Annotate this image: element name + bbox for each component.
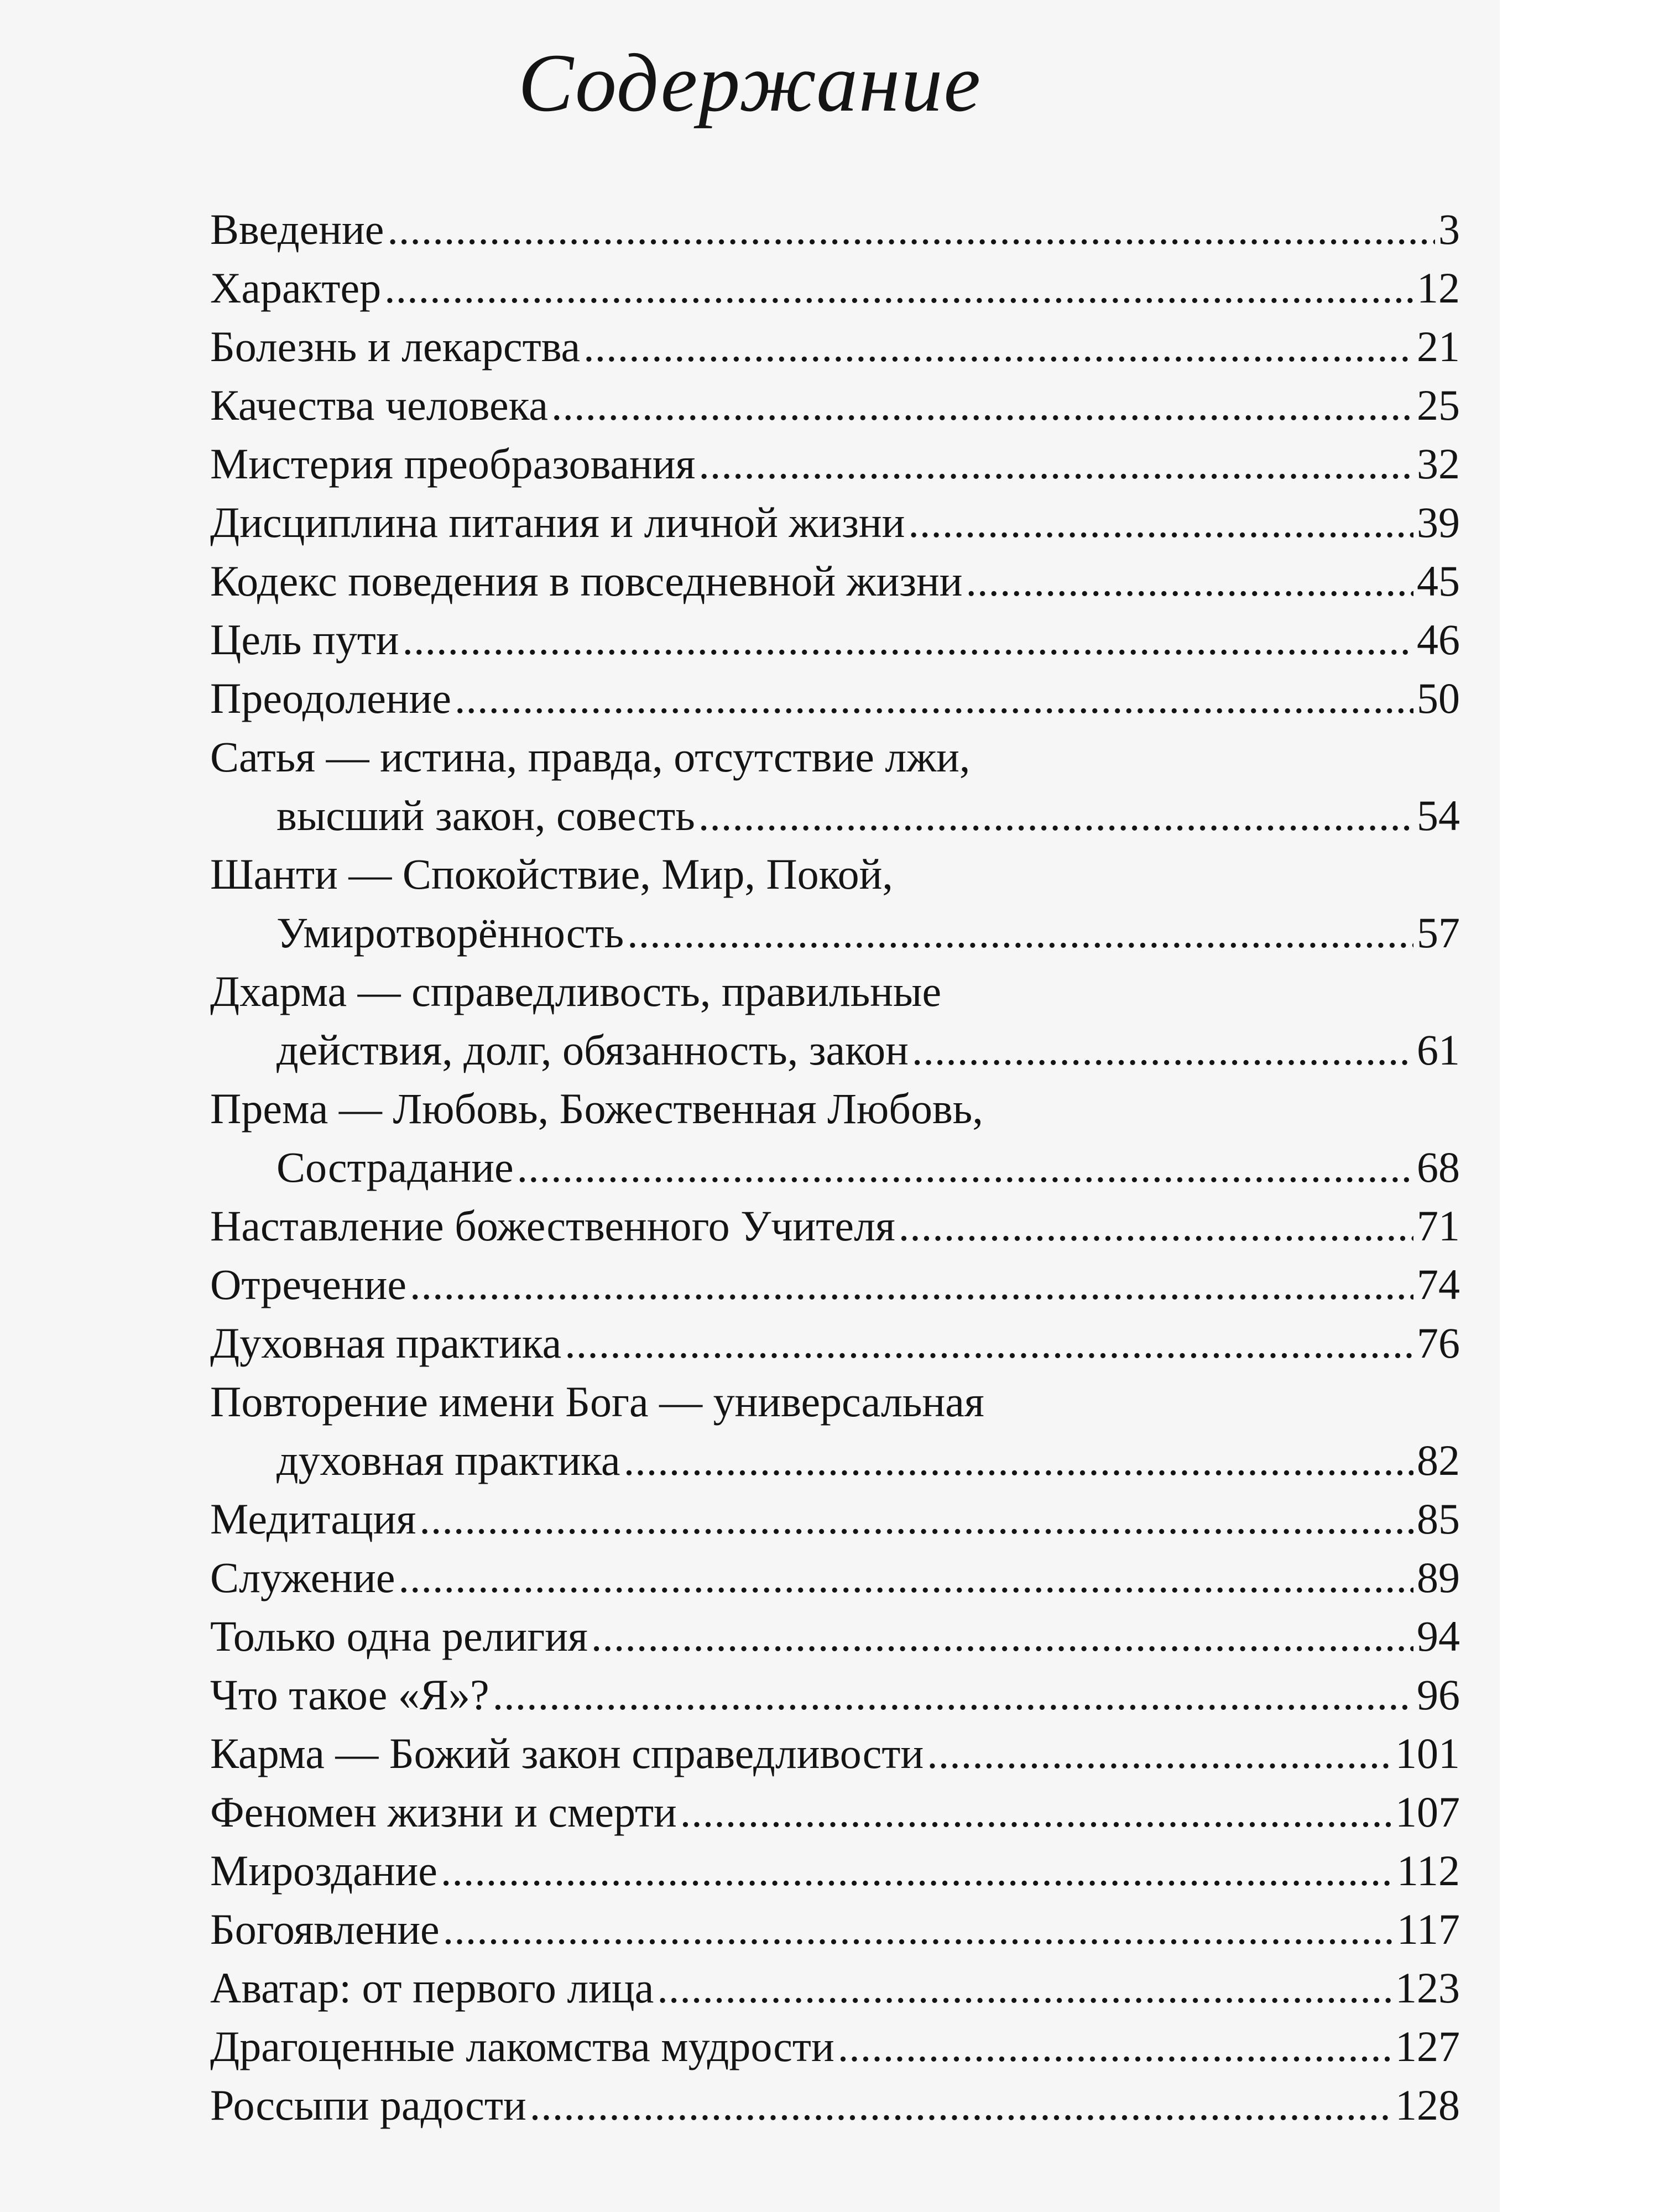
- toc-entry: [210, 845, 1460, 962]
- toc-entry-title: Характер: [210, 264, 382, 312]
- toc-entry: [210, 1197, 1460, 1255]
- toc-entry: [210, 1900, 1460, 1959]
- toc-entry: [210, 1373, 1460, 1490]
- toc-entry-page-number: 123: [1395, 1964, 1460, 2012]
- toc-entry-title: Дисциплина питания и личной жизни: [210, 498, 905, 546]
- toc-entry: [210, 1490, 1460, 1548]
- toc-entry-page-number: 94: [1417, 1612, 1460, 1660]
- toc-entry-title: Карма — Божий закон справедливости: [210, 1729, 924, 1777]
- toc-entry: [210, 1959, 1460, 2017]
- toc-entry-page-number: 61: [1417, 1026, 1460, 1074]
- dot-leader: [441, 1841, 1394, 1900]
- toc-entry-page-number: 54: [1417, 791, 1460, 839]
- toc-entry-title: Драгоценные лакомства мудрости: [210, 2022, 834, 2070]
- dot-leader: [624, 1431, 1413, 1490]
- toc-entry-page-number: 74: [1417, 1260, 1460, 1308]
- dot-leader: [899, 1197, 1413, 1255]
- toc-entry-title: Только одна религия: [210, 1612, 588, 1660]
- toc-entry-title: Качества человека: [210, 381, 549, 429]
- toc-entry-title: Мистерия преобразования: [210, 440, 696, 488]
- toc-entry-page-number: 112: [1396, 1846, 1460, 1895]
- toc-entry-page-number: 68: [1417, 1143, 1460, 1191]
- toc-entry-page-number: 57: [1417, 909, 1460, 957]
- toc-entry: [210, 1607, 1460, 1666]
- toc-entry: [210, 317, 1460, 376]
- toc-entry-title: Богоявление: [210, 1905, 440, 1953]
- toc-entry-title: Наставление божественного Учителя: [210, 1202, 895, 1250]
- toc-entry: [210, 435, 1460, 493]
- toc-entry-title: Служение: [210, 1553, 395, 1601]
- toc-entry: [210, 2076, 1460, 2135]
- dot-leader: [591, 1607, 1413, 1666]
- page-margin: [1500, 0, 1659, 2212]
- toc-entry-page-number: 82: [1417, 1436, 1460, 1484]
- dot-leader: [583, 317, 1413, 376]
- toc-entry-title-continuation: Умиротворённость: [276, 909, 624, 957]
- toc-entry: [210, 1255, 1460, 1314]
- toc-entry-page-number: 21: [1417, 322, 1460, 371]
- toc-entry-title: Что такое «Я»?: [210, 1671, 489, 1719]
- toc-entry-title: Аватар: от первого лица: [210, 1964, 654, 2012]
- dot-leader: [927, 1724, 1392, 1783]
- dot-leader: [551, 376, 1413, 435]
- table-of-contents: [210, 200, 1460, 2135]
- toc-entry: [210, 611, 1460, 669]
- dot-leader: [493, 1666, 1413, 1724]
- toc-entry-title: Болезнь и лекарства: [210, 322, 581, 371]
- toc-entry-title: Према — Любовь, Божественная Любовь,: [210, 1084, 983, 1133]
- toc-entry-title-continuation: Сострадание: [276, 1143, 514, 1191]
- toc-entry-title: Мироздание: [210, 1846, 437, 1895]
- dot-leader: [387, 200, 1435, 259]
- toc-entry-title: Цель пути: [210, 615, 399, 664]
- toc-entry-page-number: 12: [1417, 264, 1460, 312]
- toc-entry-title: Россыпи радости: [210, 2081, 526, 2129]
- toc-entry-page-number: 45: [1417, 557, 1460, 605]
- toc-entry-title-continuation: духовная практика: [276, 1436, 620, 1484]
- toc-entry-page-number: 25: [1417, 381, 1460, 429]
- dot-leader: [680, 1783, 1392, 1841]
- toc-entry-page-number: 128: [1395, 2081, 1460, 2129]
- dot-leader: [698, 786, 1413, 845]
- dot-leader: [912, 1021, 1413, 1079]
- toc-entry-title: Повторение имени Бога — универсальная: [210, 1378, 984, 1426]
- dot-leader: [384, 259, 1413, 317]
- toc-entry-title-continuation: действия, долг, обязанность, закон: [276, 1026, 909, 1074]
- toc-entry-title: Отречение: [210, 1260, 406, 1308]
- toc-entry-page-number: 50: [1417, 674, 1460, 722]
- toc-entry-title: Феномен жизни и смерти: [210, 1788, 677, 1836]
- dot-leader: [698, 435, 1413, 493]
- dot-leader: [657, 1959, 1392, 2017]
- dot-leader: [399, 1548, 1413, 1607]
- toc-entry-page-number: 101: [1395, 1729, 1460, 1777]
- toc-entry-page-number: 117: [1396, 1905, 1460, 1953]
- toc-entry: [210, 1724, 1460, 1783]
- toc-entry-page-number: 46: [1417, 615, 1460, 664]
- toc-entry: [210, 728, 1460, 845]
- toc-entry-page-number: 89: [1417, 1553, 1460, 1601]
- toc-entry-title: Дхарма — справедливость, правильные: [210, 967, 942, 1015]
- toc-entry-page-number: 107: [1395, 1788, 1460, 1836]
- toc-entry-title: Преодоление: [210, 674, 452, 722]
- dot-leader: [530, 2076, 1392, 2135]
- toc-entry: [210, 493, 1460, 552]
- toc-entry: [210, 200, 1460, 259]
- toc-entry: [210, 1841, 1460, 1900]
- toc-entry-page-number: 32: [1417, 440, 1460, 488]
- toc-entry-title: Кодекс поведения в повседневной жизни: [210, 557, 963, 605]
- toc-entry-title: Введение: [210, 205, 384, 253]
- toc-entry-page-number: 71: [1417, 1202, 1460, 1250]
- toc-entry-page-number: 3: [1438, 205, 1460, 253]
- dot-leader: [419, 1490, 1413, 1548]
- toc-entry-page-number: 85: [1417, 1495, 1460, 1543]
- dot-leader: [517, 1138, 1413, 1197]
- toc-entry-title: Шанти — Спокойствие, Мир, Покой,: [210, 850, 893, 898]
- toc-entry-page-number: 76: [1417, 1319, 1460, 1367]
- toc-entry: [210, 1079, 1460, 1197]
- toc-entry: [210, 962, 1460, 1079]
- dot-leader: [565, 1314, 1413, 1373]
- toc-entry-page-number: 96: [1417, 1671, 1460, 1719]
- dot-leader: [627, 904, 1413, 962]
- toc-entry: [210, 376, 1460, 435]
- dot-leader: [455, 669, 1413, 728]
- dot-leader: [443, 1900, 1394, 1959]
- page-title: Содержание: [518, 37, 982, 129]
- toc-entry: [210, 2017, 1460, 2076]
- toc-entry: [210, 1666, 1460, 1724]
- dot-leader: [966, 552, 1413, 611]
- toc-entry-title: Медитация: [210, 1495, 416, 1543]
- toc-entry-title-continuation: высший закон, совесть: [276, 791, 695, 839]
- toc-entry: [210, 1783, 1460, 1841]
- toc-entry-page-number: 127: [1395, 2022, 1460, 2070]
- toc-entry: [210, 1314, 1460, 1373]
- dot-leader: [410, 1255, 1413, 1314]
- dot-leader: [838, 2017, 1392, 2076]
- toc-entry: [210, 1548, 1460, 1607]
- toc-entry-page-number: 39: [1417, 498, 1460, 546]
- toc-entry: [210, 259, 1460, 317]
- dot-leader: [403, 611, 1413, 669]
- toc-entry-title: Духовная практика: [210, 1319, 562, 1367]
- toc-entry-title: Сатья — истина, правда, отсутствие лжи,: [210, 733, 971, 781]
- toc-entry: [210, 552, 1460, 611]
- toc-entry: [210, 669, 1460, 728]
- dot-leader: [908, 493, 1413, 552]
